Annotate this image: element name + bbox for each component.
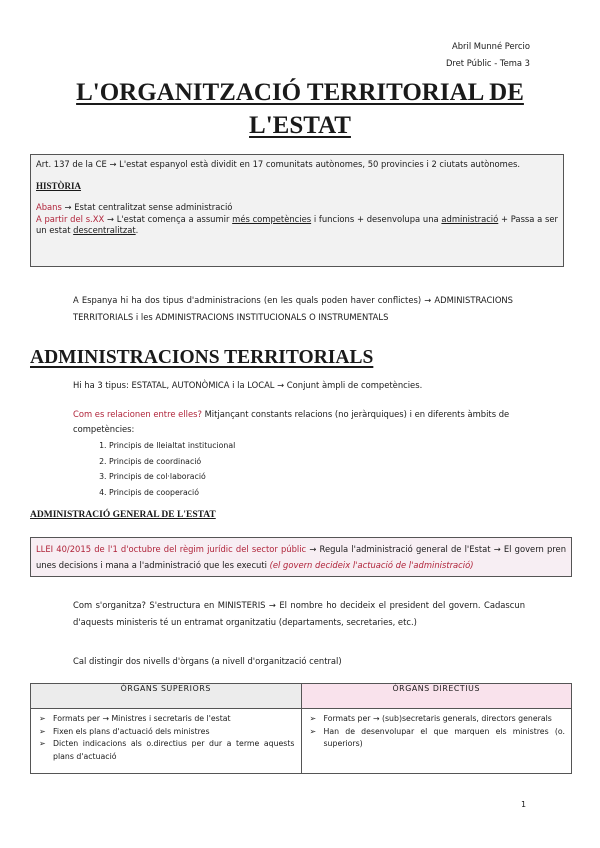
history-after: A partir del s.XX → L'estat comença a assumir més competències i funcions + desenvolupa una administració + Passa a ser un estat descentralitzat. — [36, 213, 558, 236]
law-label: LLEI 40/2015 de l'1 d'octubre del règim jurídic del sector públic — [36, 544, 307, 554]
title-line-1: L'ORGANITZACIÓ TERRITORIAL DE — [76, 79, 524, 106]
list-item: ➢ Formats per → Ministres i secretaris de l'estat — [53, 713, 295, 726]
organs-table — [30, 683, 572, 774]
directive-organs-header: ÒRGANS DIRECTIUS — [301, 684, 572, 709]
author-name: Abril Munné Percio — [452, 41, 530, 51]
list-item: 1. Principis de lleialtat institucional — [109, 438, 235, 454]
course-label: Dret Públic - Tema 3 — [445, 58, 530, 68]
document-header — [446, 38, 530, 72]
document-title — [0, 76, 600, 142]
law-box: LLEI 40/2015 de l'1 d'octubre del règim jurídic del sector públic → Regula l'administració general de l'Estat → El govern pren unes decisions i mana a l'administració que les executi (el govern decideix l'actuació de l'administració) — [30, 537, 572, 577]
history-before: Abans → Estat centralitzat sense administració — [36, 202, 233, 213]
territorials-heading: ADMINISTRACIONS TERRITORIALS — [30, 347, 374, 368]
relations-text: Com es relacionen entre elles? Mitjançant constants relacions (no jeràrquiques) i en diferents àmbits de competències: — [73, 409, 510, 434]
after-label: A partir del s.XX — [36, 213, 105, 224]
article-text: Art. 137 de la CE → L'estat espanyol està dividit en 17 comunitats autònomes, 50 provincies i 2 ciutats autònomes. — [36, 159, 521, 169]
structure-text: Com s'organitza? S'estructura en MINISTERIS → El nombre ho decideix el president del govern. Cadascun d'aquests ministeris té un entramat organitzatiu (departaments, secretaries, etc.) — [73, 600, 525, 627]
relations-question: Com es relacionen entre elles? — [73, 409, 202, 419]
law-note: (el govern decideix l'actuació de l'administració) — [269, 560, 474, 570]
age-heading: ADMINISTRACIÓ GENERAL DE L'ESTAT — [30, 510, 216, 520]
list-item: 3. Principis de col·laboració — [109, 469, 235, 485]
page-number: 1 — [521, 800, 527, 809]
principles-list — [85, 438, 235, 500]
intro-paragraph: A Espanya hi ha dos tipus d'administracions (en les quals poden haver conflictes) → ADMINISTRACIONS TERRITORIALS i les ADMINISTRACIONS INSTITUCIONALS O INSTRUMENTALS — [73, 295, 513, 322]
before-label: Abans — [36, 202, 62, 213]
list-item: 2. Principis de coordinació — [109, 454, 235, 470]
levels-text: Cal distingir dos nivells d'òrgans (a nivell d'organització central) — [73, 656, 342, 666]
list-item: ➢ Fixen els plans d'actuació dels ministres — [53, 726, 295, 739]
directive-organs-cell — [301, 709, 572, 774]
list-item: ➢ Formats per → (sub)secretaris generals, directors generals — [324, 713, 566, 726]
list-item: ➢ Dicten indicacions als o.directius per dur a terme aquests plans d'actuació — [53, 738, 295, 763]
title-line-2: L'ESTAT — [249, 112, 351, 139]
intro-box — [30, 154, 564, 267]
superior-organs-header: ÒRGANS SUPERIORS — [31, 684, 302, 709]
list-item: ➢ Han de desenvolupar el que marquen els ministres (o. superiors) — [324, 726, 566, 751]
history-heading: HISTÒRIA — [36, 181, 82, 192]
list-item: 4. Principis de cooperació — [109, 485, 235, 501]
superior-organs-cell — [31, 709, 302, 774]
types-text: Hi ha 3 tipus: ESTATAL, AUTONÒMICA i la LOCAL → Conjunt àmpli de competències. — [73, 380, 423, 390]
